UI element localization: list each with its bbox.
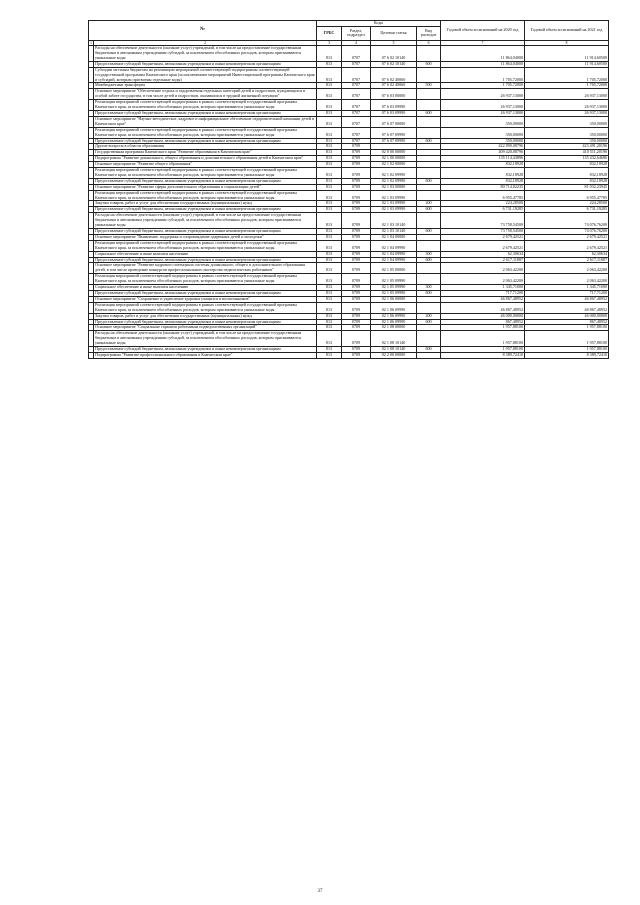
row-expense-type <box>417 89 441 100</box>
row-razdel: 0707 <box>342 138 371 144</box>
row-value-2021: 1 705,72000 <box>525 83 609 89</box>
row-name: Расходы на обеспечение деятельности (оказание услуг) учреждений, в том числе на предоставление государственным бюджетным и автономным учреждениям субсидий, за исключением обособленных расходов, которым присваиваются уникальные коды <box>94 213 317 229</box>
page-number: 37 <box>317 889 323 894</box>
row-value-2020: 832,18928 <box>441 162 525 168</box>
row-target-article: 02 1 05 09990 <box>371 290 417 296</box>
row-target-article: 02 1 03 09990 <box>371 207 417 213</box>
row-target-article: 02 1 03 10140 <box>371 213 417 229</box>
row-value-2020: 11 864,04000 <box>441 46 525 62</box>
row-value-2021: 832,18928 <box>525 168 609 179</box>
row-value-2020: 1 957,88100 <box>441 325 525 331</box>
row-value-2021: 46 867,48952 <box>525 296 609 302</box>
row-razdel: 0709 <box>342 285 371 291</box>
row-razdel: 0707 <box>342 127 371 138</box>
row-grbs: 813 <box>317 144 342 150</box>
colnum: 6 <box>417 40 441 45</box>
row-value-2021: 135 432,64686 <box>525 156 609 162</box>
row-expense-type: 600 <box>417 229 441 235</box>
row-target-article: 07 6 03 00000 <box>371 89 417 100</box>
row-razdel: 0709 <box>342 251 371 257</box>
table-row <box>89 274 609 285</box>
row-value-2020: 350,00000 <box>441 138 525 144</box>
table-row <box>89 127 609 138</box>
row-expense-type: 600 <box>417 319 441 325</box>
colnum: 4 <box>342 40 371 45</box>
table-header <box>89 21 609 46</box>
row-target-article: 02 1 04 09990 <box>371 240 417 251</box>
table-row <box>89 100 609 111</box>
row-razdel: 0709 <box>342 296 371 302</box>
row-name: Основное мероприятие "Сохранение и укрепление здоровья учащихся и воспитанников" <box>94 296 317 302</box>
table-row <box>89 240 609 251</box>
row-value-2021: 1 957,88100 <box>525 347 609 353</box>
row-razdel: 0707 <box>342 46 371 62</box>
row-value-2020: 46 000,00000 <box>441 313 525 319</box>
row-grbs: 813 <box>317 296 342 302</box>
table-row <box>89 67 609 83</box>
row-grbs: 813 <box>317 168 342 179</box>
row-target-article: 07 6 02 40060 <box>371 67 417 83</box>
row-expense-type: 200 <box>417 201 441 207</box>
row-target-article: 02 1 08 10140 <box>371 331 417 347</box>
row-grbs: 813 <box>317 234 342 240</box>
row-grbs: 813 <box>317 116 342 127</box>
row-razdel: 0709 <box>342 313 371 319</box>
row-expense-type <box>417 127 441 138</box>
row-grbs: 813 <box>317 127 342 138</box>
colnum: 8 <box>525 40 609 45</box>
row-value-2020: 8 389,72410 <box>441 352 525 358</box>
table-row <box>89 89 609 100</box>
row-grbs: 813 <box>317 319 342 325</box>
row-grbs: 813 <box>317 302 342 313</box>
row-grbs: 813 <box>317 207 342 213</box>
row-grbs: 813 <box>317 240 342 251</box>
row-expense-type <box>417 100 441 111</box>
header-grbs: ГРБС <box>317 26 342 40</box>
row-grbs: 813 <box>317 313 342 319</box>
row-grbs: 813 <box>317 201 342 207</box>
row-name: Реализация мероприятий соответствующей подпрограммы в рамках соответствующей государственной программы Камчатского края, за исключением обособленных расходов, которым присваиваются уникальные коды <box>94 302 317 313</box>
row-name: Предоставление субсидий бюджетным, автономным учреждениям и иным некоммерческим организациям <box>94 229 317 235</box>
row-name: Реализация мероприятий соответствующей подпрограммы в рамках соответствующей государственной программы Камчатского края, за исключением обособленных расходов, которым присваиваются уникальные коды <box>94 100 317 111</box>
row-value-2020: 867,48952 <box>441 319 525 325</box>
table-row <box>89 352 609 358</box>
row-grbs: 813 <box>317 325 342 331</box>
row-value-2020: 2 679,42521 <box>441 234 525 240</box>
row-grbs: 813 <box>317 257 342 263</box>
row-value-2021: 867,48952 <box>525 319 609 325</box>
row-name: Основное мероприятие "Научно-методическое, кадровое и информационное обеспечение оздоровительной кампании детей в Камчатском крае" <box>94 116 317 127</box>
row-target-article: 07 6 07 09990 <box>371 127 417 138</box>
row-value-2020: 1 957,88100 <box>441 347 525 353</box>
row-target-article: 02 1 08 00000 <box>371 325 417 331</box>
row-grbs: 813 <box>317 150 342 156</box>
row-value-2020: 832,18928 <box>441 178 525 184</box>
row-value-2021: 832,18928 <box>525 162 609 168</box>
row-value-2021: 6 955,47785 <box>525 190 609 201</box>
row-target-article: 02 2 00 00000 <box>371 352 417 358</box>
row-name: Основное мероприятие "Социальные гарантии работникам подведомственных организаций" <box>94 325 317 331</box>
row-expense-type: 600 <box>417 290 441 296</box>
row-grbs: 813 <box>317 263 342 274</box>
row-target-article: 02 1 04 09990 <box>371 251 417 257</box>
row-razdel: 0707 <box>342 61 371 67</box>
header-target-article: Целевая статья <box>371 26 417 40</box>
row-name: Закупка товаров, работ и услуг для обеспечения государственных (муниципальных) нужд <box>94 201 317 207</box>
row-value-2021: 26 937,13000 <box>525 110 609 116</box>
row-value-2021: 717,71200 <box>525 290 609 296</box>
row-grbs: 813 <box>317 110 342 116</box>
row-razdel: 0707 <box>342 67 371 83</box>
row-name: Закупка товаров, работ и услуг для обеспечения государственных (муниципальных) нужд <box>94 313 317 319</box>
row-target-article: 02 1 04 00000 <box>371 234 417 240</box>
row-target-article: 02 0 00 00000 <box>371 150 417 156</box>
row-value-2020: 26 937,13000 <box>441 100 525 111</box>
row-target-article: 02 1 06 09990 <box>371 302 417 313</box>
row-name: Предоставление субсидий бюджетным, автономным учреждениям и иным некоммерческим организациям <box>94 319 317 325</box>
row-value-2020: 6 731,19285 <box>441 207 525 213</box>
table-row <box>89 302 609 313</box>
row-name: Предоставление субсидий бюджетным, автономным учреждениям и иным некоммерческим организациям <box>94 347 317 353</box>
row-expense-type <box>417 46 441 62</box>
row-razdel: 0709 <box>342 144 371 150</box>
row-value-2021: 1 705,72000 <box>525 67 609 83</box>
row-value-2021: 224,28500 <box>525 201 609 207</box>
row-value-2021: 2 679,42521 <box>525 240 609 251</box>
row-razdel: 0709 <box>342 162 371 168</box>
row-razdel: 0709 <box>342 190 371 201</box>
row-grbs: 813 <box>317 184 342 190</box>
row-grbs: 813 <box>317 178 342 184</box>
row-expense-type <box>417 116 441 127</box>
row-value-2020: 73 758,54500 <box>441 229 525 235</box>
row-value-2020: 409 420,08796 <box>441 150 525 156</box>
row-value-2020: 717,71200 <box>441 290 525 296</box>
row-expense-type <box>417 263 441 274</box>
row-value-2021: 1 957,88100 <box>525 331 609 347</box>
row-name: Предоставление субсидий бюджетным, автономным учреждениям и иным некоммерческим организациям <box>94 61 317 67</box>
row-name: Основное мероприятие "Обеспечение отдыха и оздоровления отдельных категорий детей и подростков, нуждающихся в особой заботе государства, в том числе детей и подростков, оказавшихся в трудной жизненной ситуации" <box>94 89 317 100</box>
row-target-article: 02 1 06 09990 <box>371 313 417 319</box>
table-body <box>89 46 609 359</box>
row-razdel: 0707 <box>342 110 371 116</box>
row-razdel: 0707 <box>342 89 371 100</box>
row-razdel: 0707 <box>342 116 371 127</box>
row-expense-type: 600 <box>417 138 441 144</box>
row-razdel: 0709 <box>342 156 371 162</box>
row-target-article: 07 6 07 09990 <box>371 138 417 144</box>
row-expense-type <box>417 352 441 358</box>
row-name: Другие вопросы в области образования <box>94 144 317 150</box>
row-razdel: 0709 <box>342 352 371 358</box>
row-name: Основное мероприятие "Выявление, поддержка и сопровождение одаренных детей и молодежи" <box>94 234 317 240</box>
row-name: Основное мероприятие "Развитие общего образования" <box>94 162 317 168</box>
row-grbs: 813 <box>317 290 342 296</box>
row-target-article: 02 1 06 09990 <box>371 319 417 325</box>
row-razdel: 0709 <box>342 229 371 235</box>
row-value-2020: 26 937,13000 <box>441 110 525 116</box>
row-target-article: 02 1 02 09990 <box>371 178 417 184</box>
row-value-2021: 410 511,20196 <box>525 150 609 156</box>
row-razdel: 0709 <box>342 290 371 296</box>
table-row <box>89 190 609 201</box>
row-grbs: 813 <box>317 61 342 67</box>
row-value-2020: 46 867,48952 <box>441 296 525 302</box>
row-name: Предоставление субсидий бюджетным, автономным учреждениям и иным некоммерческим организациям <box>94 207 317 213</box>
row-value-2020: 832,18928 <box>441 168 525 179</box>
row-name: Предоставление субсидий бюджетным, автономным учреждениям и иным некоммерческим организациям <box>94 178 317 184</box>
row-razdel: 0709 <box>342 331 371 347</box>
row-target-article: 02 1 03 10140 <box>371 229 417 235</box>
row-grbs: 813 <box>317 89 342 100</box>
row-razdel: 0709 <box>342 319 371 325</box>
row-grbs: 813 <box>317 190 342 201</box>
row-value-2021: 81 032,23945 <box>525 184 609 190</box>
row-value-2021: 2 063,42200 <box>525 263 609 274</box>
row-value-2020: 350,00000 <box>441 127 525 138</box>
row-expense-type: 600 <box>417 207 441 213</box>
row-target-article: 02 1 03 00000 <box>371 184 417 190</box>
row-name: Предоставление субсидий бюджетным, автономным учреждениям и иным некоммерческим организациям <box>94 290 317 296</box>
row-expense-type: 300 <box>417 251 441 257</box>
row-target-article: 07 6 02 40060 <box>371 83 417 89</box>
row-name: Основное мероприятие "Развитие сферы дополнительного образования и социализации детей" <box>94 184 317 190</box>
row-name: Расходы на обеспечение деятельности (оказание услуг) учреждений, в том числе на предоставление государственным бюджетным и автономным учреждениям субсидий, за исключением обособленных расходов, которым присваиваются уникальные коды <box>94 46 317 62</box>
row-name: Реализация мероприятий соответствующей подпрограммы в рамках соответствующей государственной программы Камчатского края, за исключением обособленных расходов, которым присваиваются уникальные коды <box>94 190 317 201</box>
row-value-2021: 11 914,60500 <box>525 61 609 67</box>
row-value-2020: 2 063,42200 <box>441 274 525 285</box>
row-value-2020: 62,30634 <box>441 251 525 257</box>
row-name: Предоставление субсидий бюджетным, автономным учреждениям и иным некоммерческим организациям <box>94 110 317 116</box>
row-razdel: 0709 <box>342 207 371 213</box>
row-target-article: 02 1 00 00000 <box>371 156 417 162</box>
row-grbs: 813 <box>317 67 342 83</box>
row-grbs: 813 <box>317 331 342 347</box>
row-value-2020: 422 890,08796 <box>441 144 525 150</box>
row-value-2021: 423 491,20196 <box>525 144 609 150</box>
row-value-2021: 350,00000 <box>525 116 609 127</box>
row-razdel: 0709 <box>342 240 371 251</box>
row-name: Реализация мероприятий соответствующей подпрограммы в рамках соответствующей государственной программы Камчатского края, за исключением обособленных расходов, которым присваиваются уникальные коды <box>94 240 317 251</box>
row-target-article: 07 6 07 00000 <box>371 116 417 127</box>
row-expense-type: 500 <box>417 83 441 89</box>
row-razdel: 0709 <box>342 257 371 263</box>
row-value-2020: 80 714,02235 <box>441 184 525 190</box>
row-target-article: 02 1 03 09990 <box>371 190 417 201</box>
row-target-article: 02 1 06 00000 <box>371 296 417 302</box>
row-value-2020: 2 679,42521 <box>441 240 525 251</box>
row-value-2020: 350,00000 <box>441 116 525 127</box>
header-year-2021: Годовой объем ассигнований на 2021 год <box>525 21 609 41</box>
row-value-2021: 74 076,76200 <box>525 229 609 235</box>
row-value-2020: 1 705,72000 <box>441 83 525 89</box>
colnum: 2 <box>94 40 317 45</box>
row-target-article: 02 1 05 00000 <box>371 263 417 274</box>
table-row <box>89 168 609 179</box>
row-expense-type: 600 <box>417 178 441 184</box>
row-name: Расходы на обеспечение деятельности (оказание услуг) учреждений, в том числе на предоставление государственным бюджетным и автономным учреждениям субсидий, за исключением обособленных расходов, которым присваиваются уникальные коды <box>94 331 317 347</box>
row-value-2020: 2 063,42200 <box>441 263 525 274</box>
row-name: Социальное обеспечение и иные выплаты населению <box>94 251 317 257</box>
row-razdel: 0709 <box>342 168 371 179</box>
colnum: 3 <box>317 40 342 45</box>
row-value-2021: 26 937,13000 <box>525 89 609 100</box>
row-value-2021: 350,00000 <box>525 138 609 144</box>
row-razdel: 0709 <box>342 201 371 207</box>
row-expense-type <box>417 67 441 83</box>
row-grbs: 813 <box>317 251 342 257</box>
row-value-2020: 73 758,54500 <box>441 213 525 229</box>
row-value-2021: 350,00000 <box>525 127 609 138</box>
row-razdel: 0709 <box>342 263 371 274</box>
row-value-2021: 832,18928 <box>525 178 609 184</box>
row-razdel: 0709 <box>342 325 371 331</box>
row-expense-type <box>417 331 441 347</box>
row-value-2021: 1 957,88100 <box>525 325 609 331</box>
row-target-article: 02 1 02 09990 <box>371 168 417 179</box>
row-razdel: 0709 <box>342 150 371 156</box>
row-name: Предоставление субсидий бюджетным, автономным учреждениям и иным некоммерческим организациям <box>94 257 317 263</box>
row-name: Реализация мероприятий соответствующей подпрограммы в рамках соответствующей государственной программы Камчатского края, за исключением обособленных расходов, которым присваиваются уникальные коды <box>94 274 317 285</box>
row-value-2021: 2 679,42521 <box>525 234 609 240</box>
row-value-2020: 46 867,48952 <box>441 302 525 313</box>
header-year-2020: Годовой объем ассигнований на 2020 год <box>441 21 525 41</box>
row-razdel: 0709 <box>342 178 371 184</box>
row-grbs: 813 <box>317 213 342 229</box>
row-value-2021: 46 000,00000 <box>525 313 609 319</box>
row-target-article: 02 1 05 09990 <box>371 285 417 291</box>
colnum: 1 <box>90 40 92 45</box>
row-grbs: 813 <box>317 229 342 235</box>
row-name: Социальное обеспечение и иные выплаты населению <box>94 285 317 291</box>
row-value-2021: 8 389,72410 <box>525 352 609 358</box>
row-name: Субсидии местным бюджетам на реализацию мероприятий соответствующей подпрограммы соответствующей государственной программы Камчатского края (за исключением мероприятий Инвестиционной программы Камчатского края и субсидий, которым присвоены отдельные коды) <box>95 67 315 82</box>
row-razdel: 0709 <box>342 184 371 190</box>
row-grbs: 813 <box>317 285 342 291</box>
row-expense-type <box>417 213 441 229</box>
row-value-2021: 26 937,13000 <box>525 100 609 111</box>
row-grbs: 813 <box>317 274 342 285</box>
row-grbs: 813 <box>317 83 342 89</box>
row-expense-type <box>417 302 441 313</box>
row-value-2021: 2 617,11887 <box>525 257 609 263</box>
row-value-2020: 1 705,72000 <box>441 67 525 83</box>
table-row <box>89 116 609 127</box>
row-value-2020: 2 617,11887 <box>441 257 525 263</box>
row-value-2021: 74 076,76200 <box>525 213 609 229</box>
row-razdel: 0709 <box>342 213 371 229</box>
row-expense-type <box>417 190 441 201</box>
row-name: Подпрограмма "Развитие профессионального образования в Камчатском крае" <box>94 352 317 358</box>
row-value-2020: 224,28500 <box>441 201 525 207</box>
row-grbs: 813 <box>317 352 342 358</box>
budget-table <box>88 20 609 359</box>
row-value-2021: 1 345,71000 <box>525 285 609 291</box>
row-target-article: 02 1 03 09990 <box>371 201 417 207</box>
row-expense-type: 600 <box>417 347 441 353</box>
colnum: 7 <box>441 40 525 45</box>
row-razdel: 0709 <box>342 302 371 313</box>
header-codes: Коды <box>317 21 441 27</box>
row-target-article: 02 1 05 09990 <box>371 274 417 285</box>
budget-table-sheet <box>88 20 608 359</box>
row-target-article: 07 6 02 10140 <box>371 61 417 67</box>
row-razdel: 0707 <box>342 83 371 89</box>
row-expense-type: 600 <box>417 110 441 116</box>
row-grbs: 813 <box>317 156 342 162</box>
table-row <box>89 213 609 229</box>
row-value-2020: 1 345,71000 <box>441 285 525 291</box>
table-row <box>89 46 609 62</box>
row-expense-type <box>417 168 441 179</box>
row-value-2021: 62,30634 <box>525 251 609 257</box>
row-target-article: 02 1 02 00000 <box>371 162 417 168</box>
row-grbs: 813 <box>317 100 342 111</box>
colnum: 5 <box>371 40 417 45</box>
header-num: № <box>89 21 317 41</box>
row-value-2021: 2 063,42200 <box>525 274 609 285</box>
row-value-2020: 11 864,04000 <box>441 61 525 67</box>
row-target-article: 07 6 02 10140 <box>371 46 417 62</box>
row-expense-type: 600 <box>417 61 441 67</box>
row-grbs: 813 <box>317 347 342 353</box>
row-name: Реализация мероприятий соответствующей подпрограммы в рамках соответствующей государственной программы Камчатского края, за исключением обособленных расходов, которым присваиваются уникальные коды <box>94 127 317 138</box>
row-value-2021: 46 867,48952 <box>525 302 609 313</box>
row-value-2020: 1 957,88100 <box>441 331 525 347</box>
row-value-2020: 26 937,13000 <box>441 89 525 100</box>
row-name: Основное мероприятие "Развитие кадрового потенциала системы дошкольного, общего и дополнительного образования детей, в том числе проведение конкурсов профессионального мастерства педагогических работников" <box>94 263 317 274</box>
table-row <box>89 263 609 274</box>
row-grbs: 813 <box>317 46 342 62</box>
row-target-article: 07 6 03 09990 <box>371 100 417 111</box>
row-expense-type <box>417 274 441 285</box>
row-grbs: 813 <box>317 138 342 144</box>
row-razdel: 0709 <box>342 274 371 285</box>
row-grbs: 813 <box>317 162 342 168</box>
row-expense-type <box>417 240 441 251</box>
row-value-2021: 6 731,19285 <box>525 207 609 213</box>
row-expense-type: 600 <box>417 257 441 263</box>
row-razdel: 0709 <box>342 347 371 353</box>
row-name: Реализация мероприятий соответствующей подпрограммы в рамках соответствующей государственной программы Камчатского края, за исключением обособленных расходов, которым присваиваются уникальные коды <box>94 168 317 179</box>
row-value-2020: 135 114,43896 <box>441 156 525 162</box>
row-target-article: 02 1 08 10140 <box>371 347 417 353</box>
row-razdel: 0709 <box>342 234 371 240</box>
row-value-2020: 6 955,47785 <box>441 190 525 201</box>
row-name: Подпрограмма "Развитие дошкольного, общего образования и дополнительного образования детей в Камчатском крае" <box>94 156 317 162</box>
row-razdel: 0707 <box>342 100 371 111</box>
row-value-2021: 11 914,60500 <box>525 46 609 62</box>
header-expense-type: Вид расходов <box>417 26 441 40</box>
row-target-article: 07 6 03 09990 <box>371 110 417 116</box>
row-target-article: 02 1 04 09990 <box>371 257 417 263</box>
row-name: Государственная программа Камчатского края "Развитие образования в Камчатском крае" <box>94 150 317 156</box>
row-expense-type: 300 <box>417 285 441 291</box>
table-row <box>89 331 609 347</box>
header-razdel: Раздел, подраздел <box>342 26 371 40</box>
row-name: Предоставление субсидий бюджетным, автономным учреждениям и иным некоммерческим организациям <box>94 138 317 144</box>
row-name: Межбюджетные трансферты <box>94 83 317 89</box>
row-expense-type: 200 <box>417 313 441 319</box>
